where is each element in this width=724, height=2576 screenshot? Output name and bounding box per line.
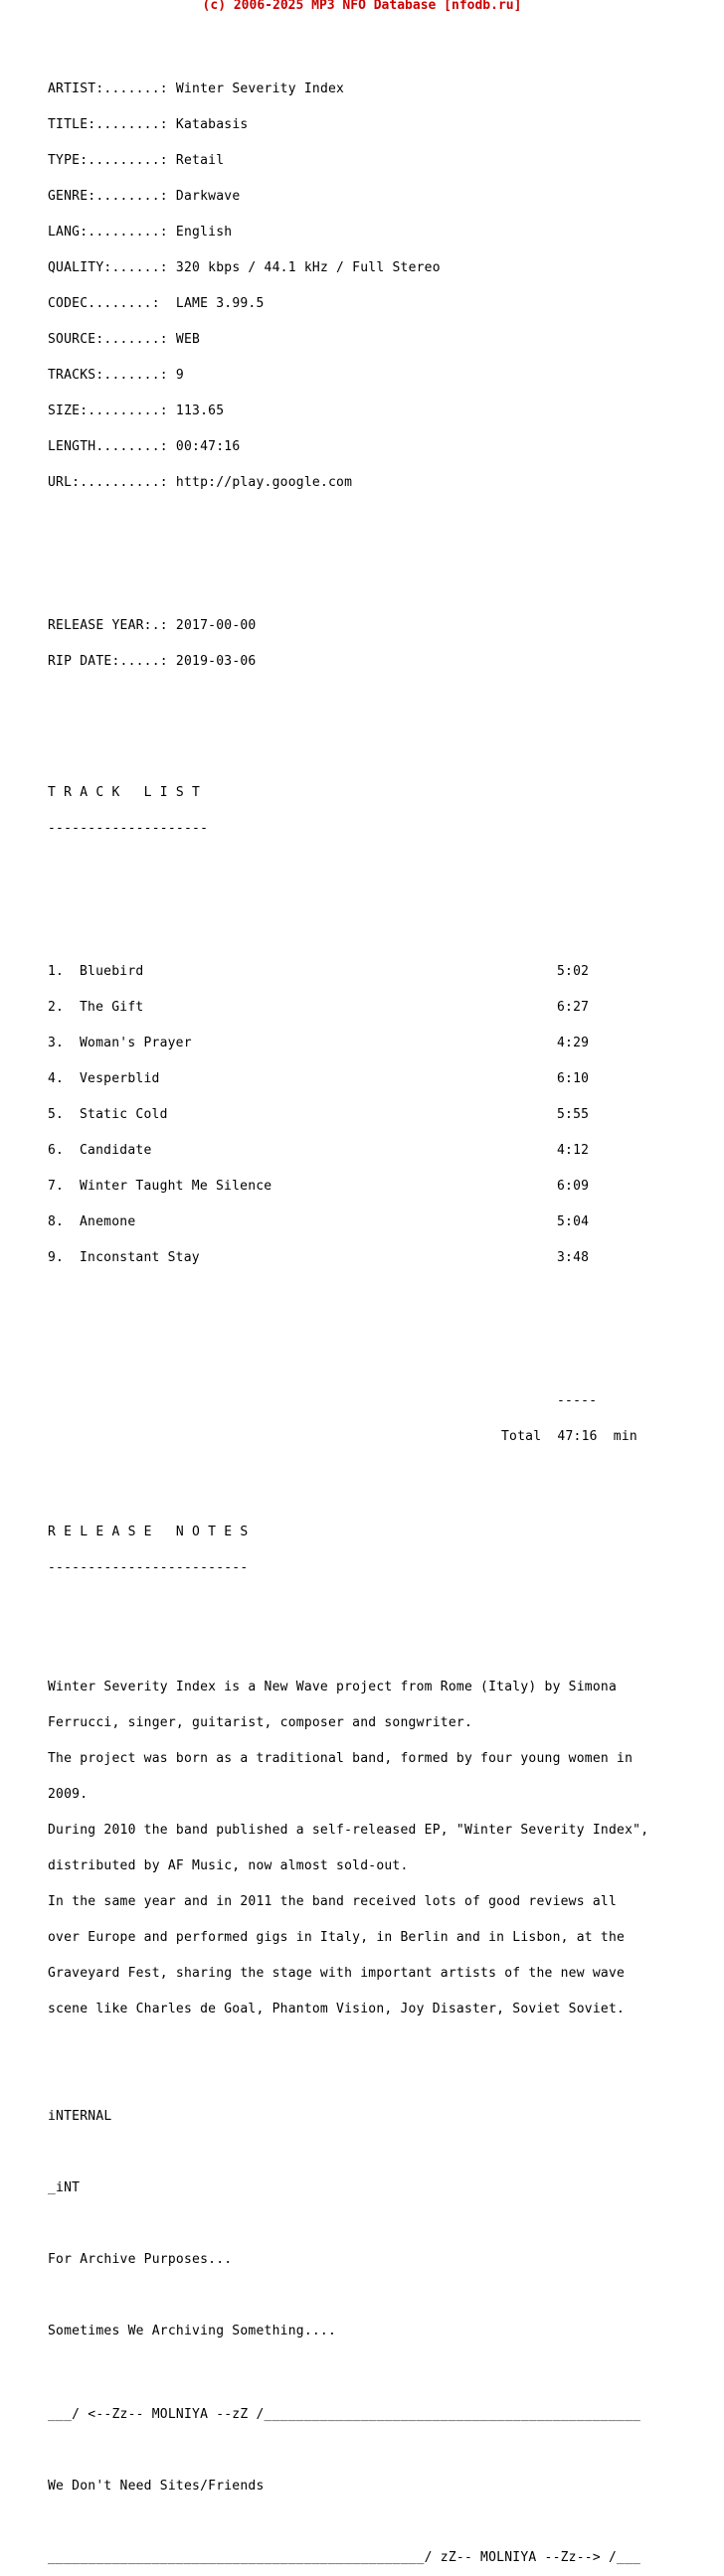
info-value: English <box>175 225 233 240</box>
info-title <box>48 119 664 131</box>
info-artist <box>48 83 664 95</box>
info-value: Katabasis <box>175 117 249 132</box>
track-list <box>48 942 664 1288</box>
track-number: 1. <box>48 964 65 979</box>
track-number: 4. <box>48 1071 65 1086</box>
notes-line: The project was born as a traditional band, formed by four young women in <box>48 1751 634 1766</box>
info-genre <box>48 191 664 203</box>
info-value: 00:47:16 <box>175 439 241 454</box>
release-value: 2017-00-00 <box>175 618 257 633</box>
release-key: RELEASE YEAR:.: <box>48 618 168 633</box>
info-url <box>48 477 664 489</box>
track-duration: 6:09 <box>557 1179 590 1194</box>
track-row <box>48 1145 644 1157</box>
notes-line: Ferrucci, singer, guitarist, composer and songwriter. <box>48 1715 473 1730</box>
info-key: LANG:.........: <box>48 225 168 240</box>
notes-line: distributed by AF Music, now almost sold-out. <box>48 1858 409 1873</box>
info-value: Winter Severity Index <box>175 81 345 96</box>
total-rule: ----- <box>557 1393 598 1408</box>
nfodb-header: (c) 2006-2025 MP3 NFO Database [nfodb.ru] <box>202 0 522 13</box>
notes-line: Winter Severity Index is a New Wave project from Rome (Italy) by Simona <box>48 1680 618 1694</box>
track-row <box>48 1002 644 1014</box>
track-row <box>48 1181 644 1193</box>
info-key: SOURCE:.......: <box>48 332 168 347</box>
track-row <box>48 1109 644 1121</box>
molniya-banner-bottom: _______________________________________________/ zZ-- MOLNIYA --Zz--> /___ <box>48 2550 641 2565</box>
track-duration: 5:04 <box>557 1214 590 1229</box>
total-rule-line <box>48 1395 664 1407</box>
rip-date <box>48 656 664 668</box>
info-key: URL:..........: <box>48 475 168 490</box>
info-block <box>48 60 664 513</box>
molniya-banner-top: ___/ <--Zz-- MOLNIYA --zZ /_______________________________________________ <box>48 2407 641 2422</box>
info-source <box>48 334 664 346</box>
track-row <box>48 1038 644 1049</box>
info-value: LAME 3.99.5 <box>175 296 265 311</box>
track-title: Candidate <box>80 1143 152 1158</box>
info-key: ARTIST:.......: <box>48 81 168 96</box>
track-title: Winter Taught Me Silence <box>80 1179 272 1194</box>
track-duration: 5:55 <box>557 1107 590 1122</box>
track-duration: 3:48 <box>557 1250 590 1265</box>
notes-line: scene like Charles de Goal, Phantom Vision, Joy Disaster, Soviet Soviet. <box>48 2002 626 2016</box>
info-value: WEB <box>175 332 201 347</box>
track-duration: 4:12 <box>557 1143 590 1158</box>
track-row <box>48 1216 644 1228</box>
notes-line: During 2010 the band published a self-released EP, "Winter Severity Index", <box>48 1823 649 1838</box>
track-number: 2. <box>48 1000 65 1015</box>
track-title: Anemone <box>80 1214 136 1229</box>
info-type <box>48 155 664 167</box>
total-duration: Total 47:16 min <box>501 1429 637 1444</box>
track-duration: 4:29 <box>557 1036 590 1050</box>
track-title: Bluebird <box>80 964 144 979</box>
total-line <box>48 1431 664 1443</box>
info-tracks <box>48 370 664 382</box>
info-key: LENGTH........: <box>48 439 168 454</box>
info-key: QUALITY:......: <box>48 260 168 275</box>
track-duration: 5:02 <box>557 964 590 979</box>
track-number: 8. <box>48 1214 65 1229</box>
track-row <box>48 1073 644 1085</box>
tracklist-heading: T R A C K L I S T <box>48 785 201 800</box>
track-row <box>48 966 644 978</box>
no-sites-text: We Don't Need Sites/Friends <box>48 2479 265 2494</box>
info-quality <box>48 262 664 274</box>
track-duration: 6:10 <box>557 1071 590 1086</box>
track-title: The Gift <box>80 1000 144 1015</box>
info-value: Retail <box>175 153 225 168</box>
release-block <box>48 596 664 692</box>
info-value: http://play.google.com <box>175 475 353 490</box>
track-number: 7. <box>48 1179 65 1194</box>
info-value: 9 <box>175 368 184 383</box>
info-key: SIZE:.........: <box>48 403 168 418</box>
track-title: Woman's Prayer <box>80 1036 192 1050</box>
notes-heading: R E L E A S E N O T E S <box>48 1525 249 1539</box>
info-key: TYPE:.........: <box>48 153 168 168</box>
track-number: 5. <box>48 1107 65 1122</box>
info-key: TITLE:........: <box>48 117 168 132</box>
info-value: Darkwave <box>175 189 241 204</box>
notes-line: In the same year and in 2011 the band received lots of good reviews all <box>48 1894 618 1909</box>
info-value: 320 kbps / 44.1 kHz / Full Stereo <box>175 260 441 275</box>
notes-line: Graveyard Fest, sharing the stage with important artists of the new wave <box>48 1966 626 1981</box>
notes-line: 2009. <box>48 1787 89 1802</box>
info-size <box>48 405 664 417</box>
archiving-text: Sometimes We Archiving Something.... <box>48 2324 337 2338</box>
track-number: 3. <box>48 1036 65 1050</box>
track-title: Inconstant Stay <box>80 1250 200 1265</box>
release-year <box>48 620 664 632</box>
notes-rule: ------------------------- <box>48 1560 249 1575</box>
info-value: 113.65 <box>175 403 225 418</box>
info-key: CODEC........: <box>48 296 160 311</box>
track-title: Vesperblid <box>80 1071 160 1086</box>
notes-line: over Europe and performed gigs in Italy, in Berlin and in Lisbon, at the <box>48 1930 626 1945</box>
info-lang <box>48 227 664 239</box>
nfo-document <box>48 36 664 2576</box>
archive-text: For Archive Purposes... <box>48 2252 233 2267</box>
info-codec <box>48 298 664 310</box>
tracklist-rule: -------------------- <box>48 821 209 836</box>
release-value: 2019-03-06 <box>175 654 257 669</box>
info-key: TRACKS:.......: <box>48 368 168 383</box>
track-title: Static Cold <box>80 1107 168 1122</box>
info-length <box>48 441 664 453</box>
track-number: 9. <box>48 1250 65 1265</box>
track-duration: 6:27 <box>557 1000 590 1015</box>
internal-tag: iNTERNAL <box>48 2109 112 2124</box>
release-notes <box>48 1658 664 2039</box>
track-row <box>48 1252 644 1264</box>
int-tag: _iNT <box>48 2180 81 2195</box>
track-number: 6. <box>48 1143 65 1158</box>
release-key: RIP DATE:.....: <box>48 654 168 669</box>
info-key: GENRE:........: <box>48 189 168 204</box>
